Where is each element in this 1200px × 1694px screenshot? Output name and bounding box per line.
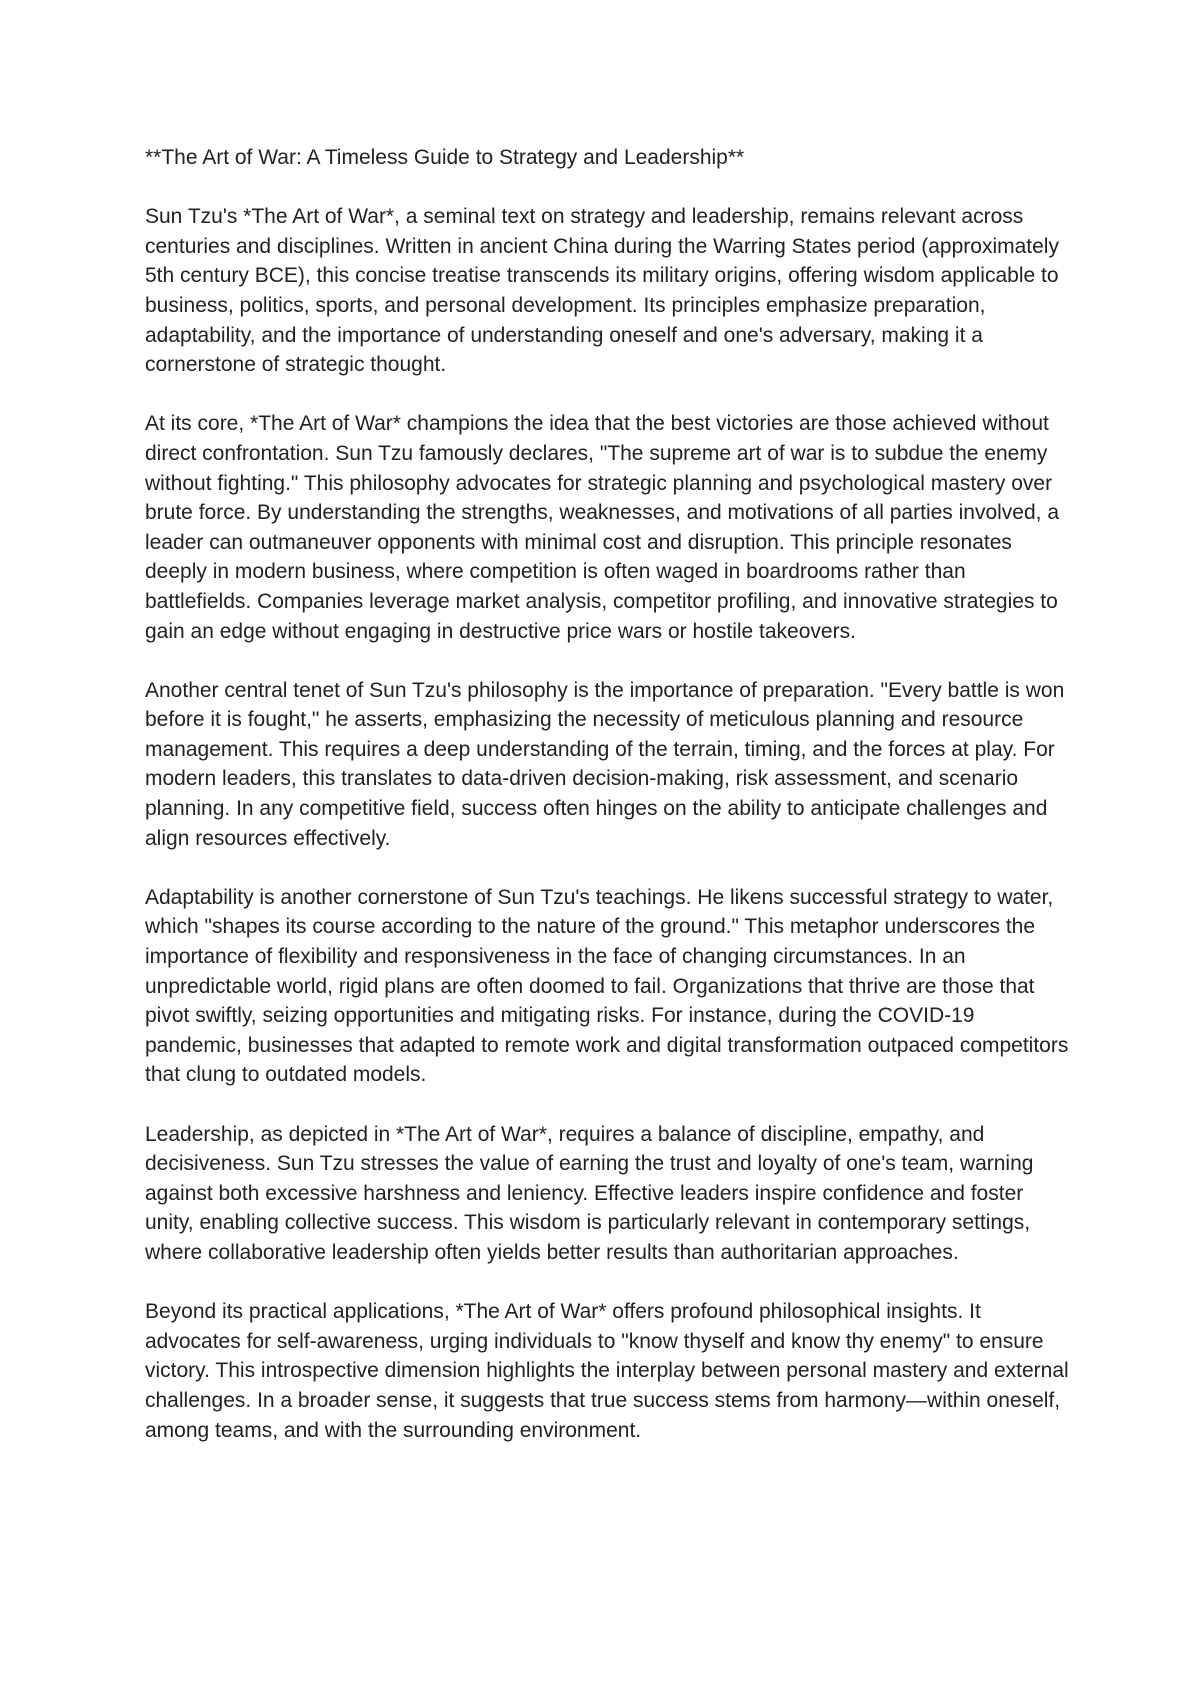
paragraph-4: Adaptability is another cornerstone of Sun Tzu's teachings. He likens successful strategy to water, which "shapes its course according to the nature of the ground." This metaphor underscores the importance of flexibility and responsiveness in the face of changing circumstances. In an unpredictable world, rigid plans are often doomed to fail. Organizations that thrive are those that pivot swiftly, seizing opportunities and mitigating risks. For instance, during the COVID-19 pandemic, businesses that adapted to remote work and digital transformation outpaced competitors that clung to outdated models. — [145, 885, 1069, 1087]
document-title: **The Art of War: A Timeless Guide to Strategy and Leadership** — [145, 146, 745, 169]
paragraph-3: Another central tenet of Sun Tzu's philosophy is the importance of preparation. "Every battle is won before it is fought," he asserts, emphasizing the necessity of meticulous planning and resource management. This requires a deep understanding of the terrain, timing, and the forces at play. For modern leaders, this translates to data-driven decision-making, risk assessment, and scenario planning. In any competitive field, success often hinges on the ability to anticipate challenges and align resources effectively. — [145, 678, 1065, 850]
paragraph-1: Sun Tzu's *The Art of War*, a seminal text on strategy and leadership, remains relevant across centuries and disciplines. Written in ancient China during the Warring States period (approximately 5th century BCE), this concise treatise transcends its military origins, offering wisdom applicable to business, politics, sports, and personal development. Its principles emphasize preparation, adaptability, and the importance of understanding oneself and one's adversary, making it a cornerstone of strategic thought. — [145, 205, 1059, 377]
paragraph-2: At its core, *The Art of War* champions the idea that the best victories are those achieved without direct confrontation. Sun Tzu famously declares, "The supreme art of war is to subdue the enemy without fighting." This philosophy advocates for strategic planning and psychological mastery over brute force. By understanding the strengths, weaknesses, and motivations of all parties involved, a leader can outmaneuver opponents with minimal cost and disruption. This principle resonates deeply in modern business, where competition is often waged in boardrooms rather than battlefields. Companies leverage market analysis, competitor profiling, and innovative strategies to gain an edge without engaging in destructive price wars or hostile takeovers. — [145, 412, 1060, 643]
paragraph-5: Leadership, as depicted in *The Art of War*, requires a balance of discipline, empathy, and decisiveness. Sun Tzu stresses the value of earning the trust and loyalty of one's team, warning against both excessive harshness and leniency. Effective leaders inspire confidence and foster unity, enabling collective success. This wisdom is particularly relevant in contemporary settings, where collaborative leadership often yields better results than authoritarian approaches. — [145, 1122, 1034, 1264]
paragraph-6: Beyond its practical applications, *The Art of War* offers profound philosophical insights. It advocates for self-awareness, urging individuals to "know thyself and know thy enemy" to ensure victory. This introspective dimension highlights the interplay between personal mastery and external challenges. In a broader sense, it suggests that true success stems from harmony—within oneself, among teams, and with the surrounding environment. — [145, 1300, 1069, 1442]
document-body — [145, 143, 1075, 1475]
